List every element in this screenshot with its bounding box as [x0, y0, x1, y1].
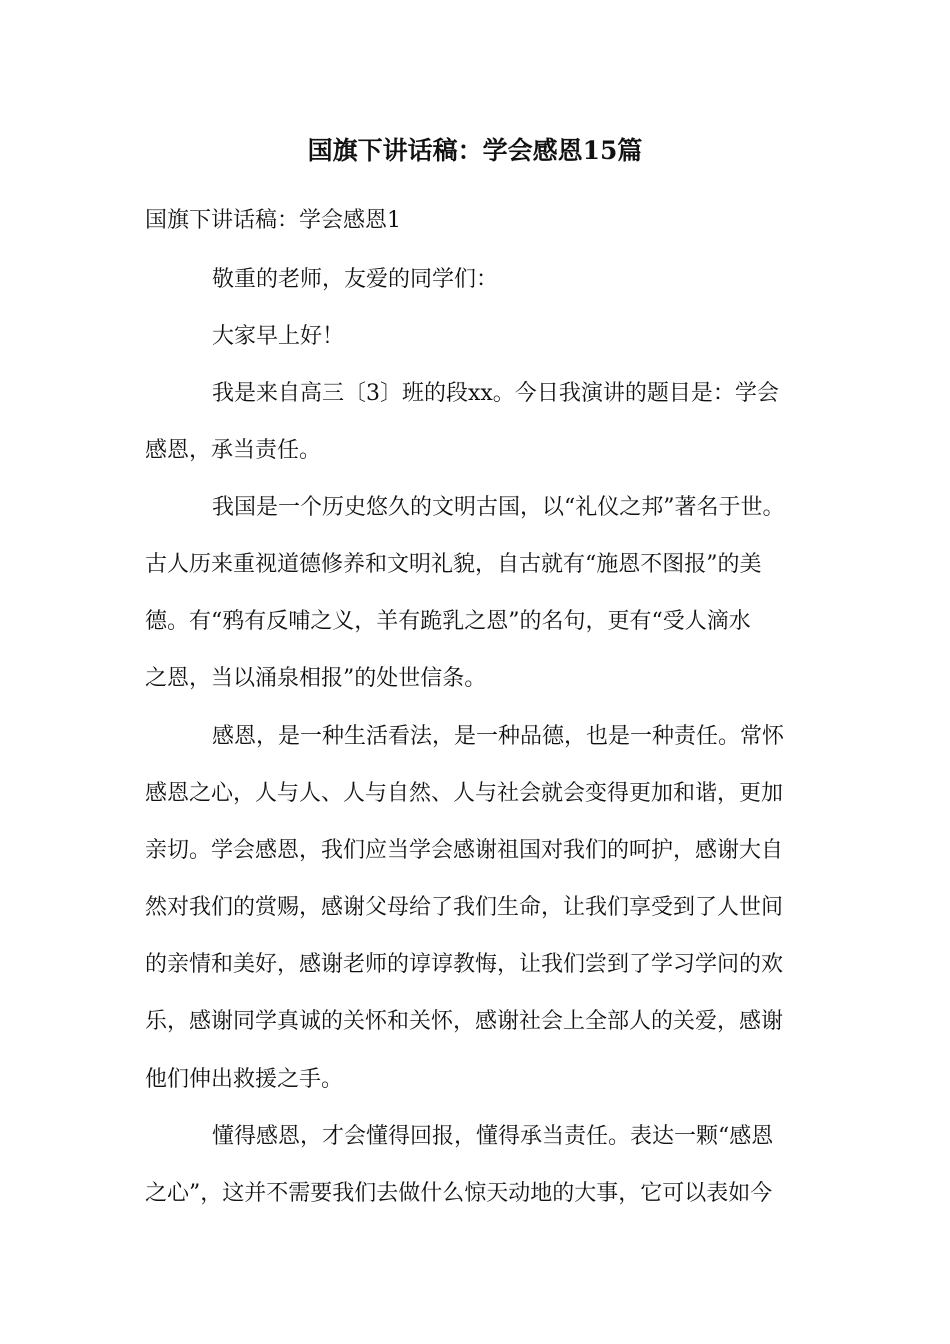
paragraph-line: 我国是一个历史悠久的文明古国，以“礼仪之邦”著名于世。 [212, 495, 785, 520]
paragraph-line: 他们伸出救援之手。 [145, 1067, 344, 1092]
paragraph-line: 感恩，是一种生活看法，是一种品德，也是一种责任。常怀 [212, 724, 785, 749]
paragraph-line: 之恩，当以涌泉相报”的处世信条。 [145, 666, 487, 691]
greeting-line: 敬重的老师，友爱的同学们： [212, 267, 499, 292]
paragraph-line: 亲切。学会感恩，我们应当学会感谢祖国对我们的呵护，感谢大自 [145, 838, 784, 863]
paragraph-line: 感恩，承当责任。 [145, 438, 322, 463]
paragraph-line: 的亲情和美好，感谢老师的谆谆教悔，让我们尝到了学习学问的欢 [145, 952, 784, 977]
paragraph-line: 之心”，这并不需要我们去做什么惊天动地的大事，它可以表如今 [145, 1181, 773, 1206]
paragraph-line: 然对我们的赏赐，感谢父母给了我们生命，让我们享受到了人世间 [145, 895, 784, 920]
document-title: 国旗下讲话稿：学会感恩15篇 [307, 136, 643, 165]
paragraph-line: 古人历来重视道德修养和文明礼貌，自古就有“施恩不图报”的美 [145, 552, 762, 577]
section-heading: 国旗下讲话稿：学会感恩1 [145, 208, 401, 233]
hello-line: 大家早上好！ [212, 324, 345, 349]
paragraph-line: 德。有“鸦有反哺之义，羊有跪乳之恩”的名句，更有“受人滴水 [145, 609, 751, 634]
paragraph-line: 感恩之心，人与人、人与自然、人与社会就会变得更加和谐，更加 [145, 781, 784, 806]
paragraph-line: 乐，感谢同学真诚的关怀和关怀，感谢社会上全部人的关爱，感谢 [145, 1009, 784, 1034]
paragraph-line: 懂得感恩，才会懂得回报，懂得承当责任。表达一颗“感恩 [212, 1124, 774, 1149]
paragraph-line: 我是来自高三〔3〕班的段xx。今日我演讲的题目是：学会 [212, 381, 779, 406]
